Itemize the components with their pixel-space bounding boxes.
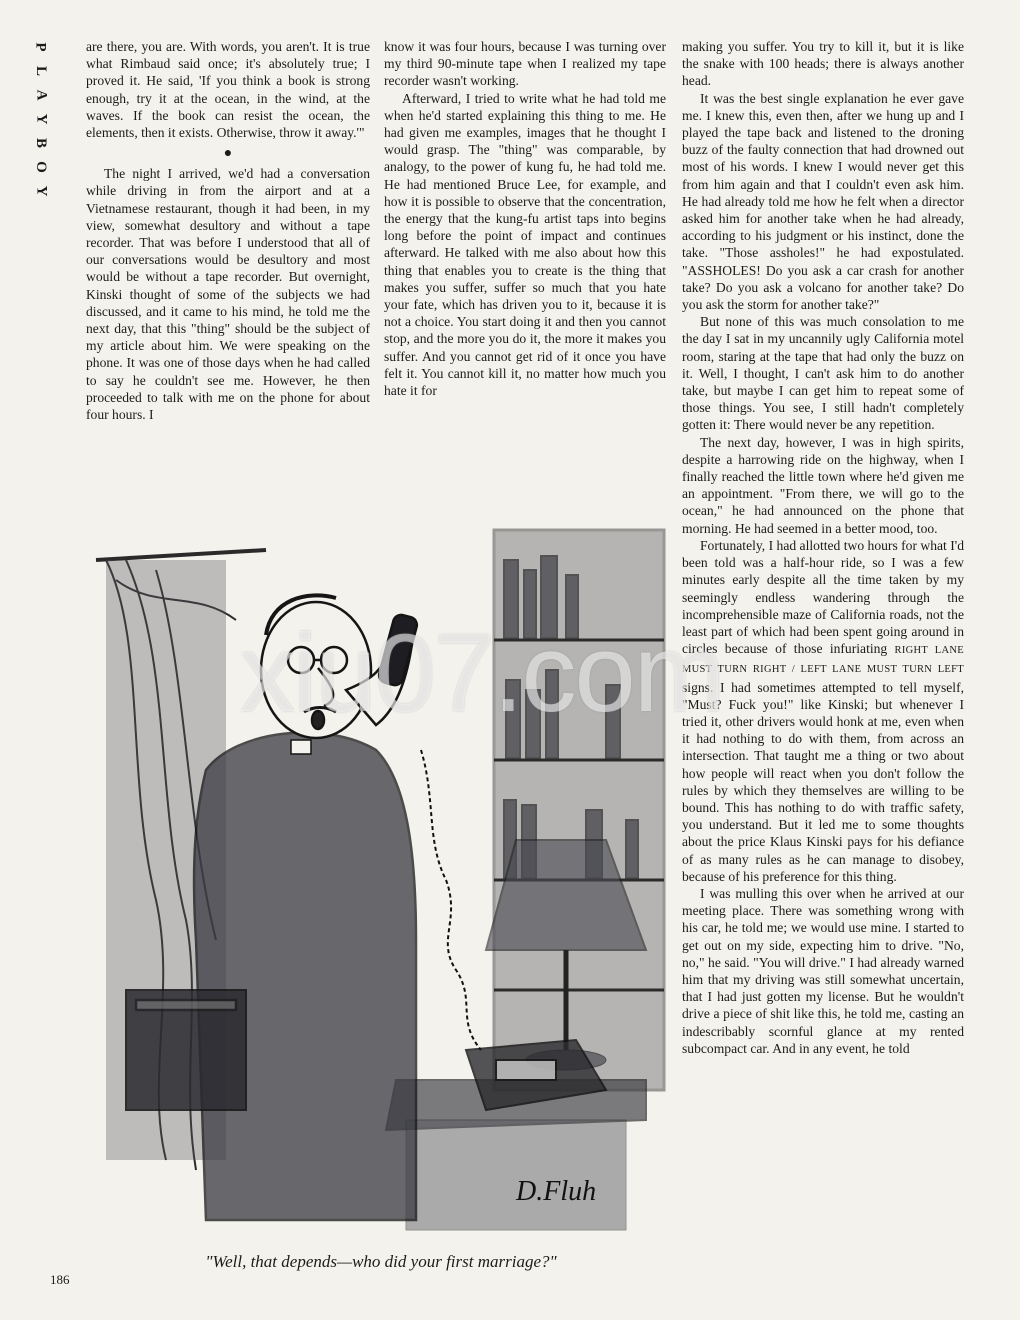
- paragraph-text: signs. I had sometimes attempted to tell myself, "Must? Fuck you!" like Kinski; but whenever I tried it, other drivers would honk at me, even when it had nothing to do with them, from across an intersection. That taught me a thing or two about how people will react when you don't follow the rules by which they themselves are willing to be bound. This has nothing to do with traffic safety, you understand. But it led me to some thoughts about the price Klaus Kinski pays for his defiance of as many rules as he can manage to disobey, because of his preference for this thing.: [682, 679, 964, 884]
- mag-letter: Y: [33, 113, 49, 127]
- mag-letter: P: [32, 42, 49, 54]
- paragraph: Afterward, I tried to write what he had told me when he'd started explaining this thing to me. He had given me examples, images that he thought I would grasp. The "thing" was comparable, by analogy, to the power of kung fu, he had told me. He had mentioned Bruce Lee, for example, and how it is possible to observe that the concentration, the energy that the kung-fu artist taps into begins long before the point of impact and continues afterward. He talked with me also about how this thing that enables you to create is the thing that makes you suffer, suffer so much that you hate your fate, which has driven you to it, because it is not a choice. You start doing it and then you cannot stop, and the more you do it, the more it makes you suffer. And you cannot get rid of it once you have felt it. You cannot kill it, no matter how much you hate it for: [384, 90, 666, 399]
- paragraph: [682, 537, 964, 885]
- paragraph: The night I arrived, we'd had a conversation while driving in from the airport and at a Vietnamese restaurant, though it had been, in my view, somewhat desultory and without a tape recorder. That was before I understood that all of our conversations would be desultory and most would be without a tape recorder. But overnight, Kinski thought of some of the subjects we had discussed, and it came to his mind, he told me the next day, that this "thing" should be the subject of my article about him. We were speaking on the phone. It was one of those days when he had called to say he couldn't see me. However, he then proceeded to talk with me on the phone for about four hours. I: [86, 166, 370, 423]
- phone-cord: [421, 750, 481, 1050]
- small-caps-sign-text: RIGHT LANE MUST TURN RIGHT / LEFT LANE MUST TURN LEFT: [682, 645, 964, 676]
- mag-letter: O: [32, 161, 49, 175]
- paragraph: The next day, however, I was in high spirits, despite a harrowing ride on the highway, when I finally reached the little town where he'd given me an appointment. "From there, we will go to the ocean," he had announced on the phone that morning. He had seemed in a better mood, too.: [682, 434, 964, 536]
- cartoon-illustration: [86, 520, 676, 1240]
- paragraph: making you suffer. You try to kill it, but it is like the snake with 100 heads; there is always another head.: [682, 39, 964, 89]
- cartoon-caption: "Well, that depends—who did your first marriage?": [205, 1252, 557, 1271]
- paragraph: are there, you are. With words, you aren't. It is true what Rimbaud said once; it's absolutely true; I proved it. He said, 'If you think a book is strong enough, try it at the ocean, in the wind, at the waves. If the book can resist the ocean, the elements, then it exists. Otherwise, throw it away.'": [86, 39, 370, 141]
- page-number: 186: [50, 1272, 70, 1287]
- paragraph-text: Fortunately, I had allotted two hours for what I'd been told was a half-hour ride, so I was a few minutes early despite all the time taken by my seemingly endless wandering through the incomprehensible maze of California roads, not the least part of which had been spent going around in circles because of those infuriating: [682, 537, 964, 657]
- watermark: xiu07.com: [240, 612, 724, 735]
- section-bullet: ●: [223, 146, 233, 162]
- text-column-1: [86, 38, 370, 423]
- paragraph: know it was four hours, because I was turning over my third 90-minute tape when I realized my tape recorder wasn't working.: [384, 39, 666, 89]
- text-column-3: [682, 38, 964, 1057]
- paragraph: It was the best single explanation he ever gave me. I knew this, even then, after we hung up and I played the tape back and listened to the droning buzz of the faulty connection that had drowned out most of his words. I knew I would never get this from him again and that I couldn't even ask him. He had already told me how he felt when a director asked him for another take when he had already, according to his judgment or his instinct, done the take. "Those assholes!" he had expostulated. "ASSHOLES! Do you ask a car crash for another take? Do you ask a volcano for another take? Do you ask the storm for another take?": [682, 90, 964, 313]
- mag-letter: L: [32, 65, 49, 79]
- artist-signature: D.Fluh: [516, 1176, 597, 1207]
- bookshelf-drawing: [494, 530, 664, 1090]
- mag-letter: B: [32, 137, 49, 151]
- magazine-name-vertical: [28, 40, 54, 200]
- text-column-2: [384, 38, 666, 399]
- paragraph: I was mulling this over when he arrived at our meeting place. There was something wrong with his car, he told me; we would use mine. I started to get out on my side, expecting him to drive. "No, no," he said. "You will drive." I had already warned him that my driving was still somewhat uncertain, that I had just gotten my license. But he wouldn't drive a piece of shit like this, he told me, casting an indescribably scornful glance at my rented subcompact car. And in any event, he told: [682, 885, 964, 1056]
- paragraph: But none of this was much consolation to me the day I sat in my uncannily ugly California motel room, staring at the tape that had only the buzz on it. Well, I thought, I can't ask him to do another take, but maybe I can get him to repeat some of those things. You see, I still hadn't completely gotten it: There would never be any repetition.: [682, 314, 964, 433]
- mag-letter: Y: [33, 185, 49, 199]
- mag-letter: A: [33, 89, 49, 103]
